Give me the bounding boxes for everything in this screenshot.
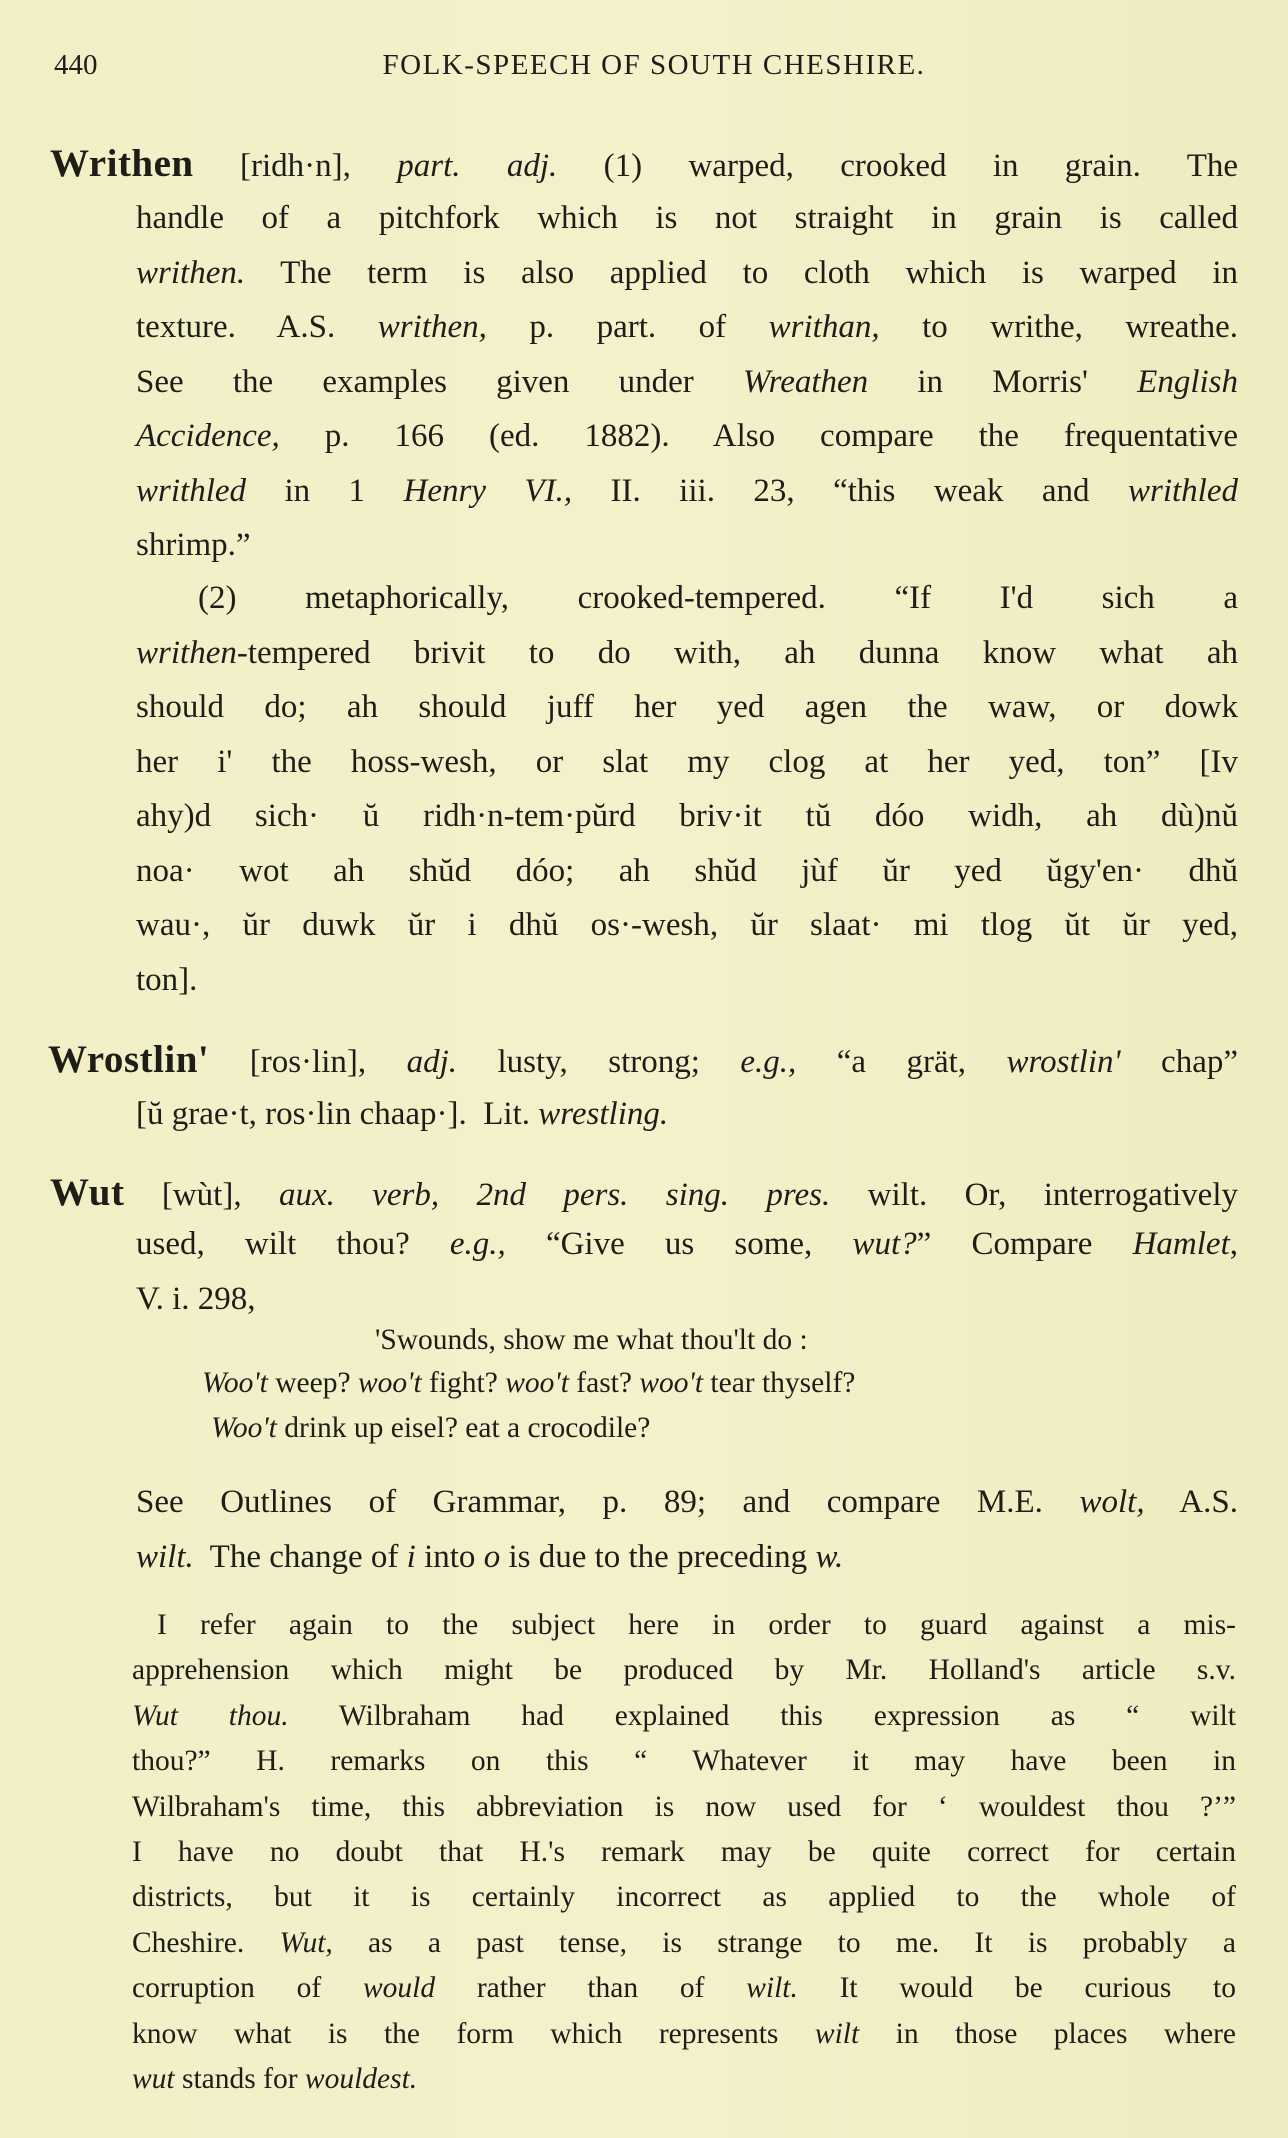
text-segment: shrimp.” <box>136 527 251 563</box>
text-segment: drink up eisel? eat a crocodile? <box>276 1412 651 1444</box>
italic-text: writhen- <box>136 635 248 671</box>
italic-text: o <box>483 1539 501 1575</box>
italic-text: Wreathen <box>742 364 869 400</box>
text-line <box>132 1966 1236 2010</box>
italic-text: i <box>406 1539 416 1575</box>
text-line <box>48 1035 1238 1085</box>
headword: Wrostlin' <box>48 1038 210 1081</box>
text-segment: (1) warped, crooked in grain. The <box>557 148 1238 184</box>
text-line <box>132 2057 1236 2101</box>
text-line <box>50 139 1238 189</box>
text-line <box>132 1785 1236 1829</box>
text-segment: fight? <box>421 1367 506 1399</box>
text-line <box>132 1830 1236 1874</box>
text-segment: “a grät, <box>796 1044 1007 1080</box>
text-line <box>136 1274 1238 1324</box>
italic-text: woo't <box>357 1367 422 1399</box>
text-segment: lusty, strong; <box>457 1044 741 1080</box>
text-line <box>136 302 1238 352</box>
italic-text: writhan, <box>768 309 880 345</box>
italic-text: wilt <box>814 2018 860 2050</box>
italic-text: Wut thou. <box>132 1700 289 1732</box>
italic-text: writhen. <box>136 255 246 291</box>
text-line <box>136 1532 1238 1582</box>
italic-text: Woo't <box>202 1367 268 1399</box>
italic-text: w. <box>815 1539 844 1575</box>
text-line <box>136 1219 1238 1269</box>
text-segment: in those places where <box>859 2018 1236 2050</box>
text-segment: stands for <box>174 2063 305 2095</box>
text-segment: See the examples given under <box>136 364 743 400</box>
italic-text: wilt. <box>136 1539 194 1575</box>
text-line <box>132 1875 1236 1919</box>
text-line <box>132 1921 1236 1965</box>
italic-text: woo't <box>505 1367 569 1399</box>
text-line <box>132 1694 1236 1738</box>
italic-text: wouldest. <box>304 2063 418 2095</box>
text-segment: as a past tense, is strange to me. It is probably a <box>332 1927 1236 1959</box>
text-segment: districts, but it is certainly incorrect as applied to the whole of <box>132 1881 1236 1913</box>
text-segment: in 1 <box>246 473 404 509</box>
text-line <box>136 791 1238 841</box>
text-segment: corruption of <box>132 1972 363 2004</box>
text-segment: [ŭ grae·t, ros·lin chaap·]. Lit. <box>136 1096 539 1132</box>
text-line <box>136 737 1238 787</box>
text-segment: apprehension which might be produced by Mr. Holland's article s.v. <box>132 1654 1236 1686</box>
text-line <box>136 193 1238 243</box>
text-segment: (2) metaphorically, crooked-tempered. “If I'd sich a <box>198 580 1238 616</box>
italic-text: wolt, <box>1079 1484 1145 1520</box>
italic-text: writhled <box>136 473 247 509</box>
text-segment: I have no doubt that H.'s remark may be quite correct for certain <box>132 1836 1236 1868</box>
text-segment: , <box>1229 1226 1238 1262</box>
text-line <box>211 1406 1238 1450</box>
text-line <box>136 682 1238 732</box>
italic-text: e.g., <box>449 1226 506 1262</box>
text-segment: rather than of <box>435 1972 747 2004</box>
text-segment: is due to the preceding <box>500 1539 816 1575</box>
italic-text: writhen, <box>377 309 487 345</box>
text-segment: handle of a pitchfork which is not straight in grain is called <box>136 200 1238 236</box>
text-segment: Wilbraham had explained this expression as “ wilt <box>288 1700 1237 1732</box>
text-line <box>375 1318 1238 1362</box>
italic-text: wrostlin' <box>1006 1044 1121 1080</box>
text-segment: ahy)d sich· ŭ ridh·n-tem·pŭrd briv·it tŭ dóo widh, ah dù)nŭ <box>136 798 1238 834</box>
italic-text: wut <box>132 2063 175 2095</box>
italic-text: part. adj. <box>397 148 558 184</box>
italic-text: woo't <box>639 1367 704 1399</box>
italic-text: English <box>1137 364 1238 400</box>
page-number: 440 <box>54 49 98 81</box>
text-segment: tear thyself? <box>703 1367 856 1399</box>
text-segment: into <box>415 1539 484 1575</box>
text-segment: Wilbraham's time, this abbreviation is now used for ‘ wouldest thou ?’” <box>132 1791 1236 1823</box>
text-segment: The term is also applied to cloth which is warped in <box>245 255 1238 291</box>
italic-text: Henry VI., <box>403 473 573 509</box>
italic-text: writhled <box>1127 473 1238 509</box>
text-segment: See Outlines of Grammar, p. 89; and compare M.E. <box>136 1484 1080 1520</box>
text-segment: II. iii. 23, “this weak and <box>572 473 1128 509</box>
text-segment: used, wilt thou? <box>136 1226 450 1262</box>
text-line <box>136 248 1238 298</box>
text-line <box>198 573 1238 623</box>
text-line <box>136 466 1238 516</box>
text-segment: The change of <box>193 1539 407 1575</box>
text-segment: wilt. Or, interrogatively <box>830 1177 1238 1213</box>
text-segment: A.S. <box>1144 1484 1238 1520</box>
text-segment: texture. A.S. <box>136 309 378 345</box>
text-line <box>50 1168 1238 1218</box>
italic-text: Wut, <box>279 1927 333 1959</box>
text-segment: [ridh·n], <box>193 148 398 184</box>
text-line <box>136 1089 1238 1139</box>
text-segment: weep? <box>267 1367 358 1399</box>
text-line <box>132 2012 1236 2056</box>
text-segment: 'Swounds, show me what thou'lt do : <box>375 1324 808 1356</box>
italic-text: would <box>362 1972 436 2004</box>
text-segment: “Give us some, <box>505 1226 853 1262</box>
text-line <box>132 1739 1236 1783</box>
italic-text: wrestling. <box>538 1096 669 1132</box>
text-line <box>136 411 1238 461</box>
text-segment: thou?” H. remarks on this “ Whatever it may have been in <box>132 1745 1236 1777</box>
italic-text: wut? <box>852 1226 917 1262</box>
text-segment: V. i. 298, <box>136 1281 256 1317</box>
text-line <box>136 955 1238 1005</box>
text-segment: It would be curious to <box>797 1972 1236 2004</box>
text-segment: I refer again to the subject here in order to guard against a mis- <box>157 1609 1236 1641</box>
text-line <box>136 1477 1238 1527</box>
text-segment: in Morris' <box>868 364 1138 400</box>
text-segment: know what is the form which represents <box>132 2018 815 2050</box>
text-line <box>136 357 1238 407</box>
running-title: FOLK-SPEECH OF SOUTH CHESHIRE. <box>382 49 926 81</box>
text-line <box>132 1648 1236 1692</box>
text-segment: [wùt], <box>124 1177 279 1213</box>
headword: Wut <box>50 1171 125 1214</box>
italic-text: e.g., <box>740 1044 797 1080</box>
italic-text: Woo't <box>211 1412 277 1444</box>
text-segment: [ros·lin], <box>209 1044 407 1080</box>
text-segment: should do; ah should juff her yed agen the waw, or dowk <box>136 689 1238 725</box>
italic-text: wilt. <box>746 1972 798 2004</box>
text-segment: noa· wot ah shŭd dóo; ah shŭd jùf ŭr yed ŭgy'en· dhŭ <box>136 853 1238 889</box>
text-segment: tempered brivit to do with, ah dunna know what ah <box>247 635 1238 671</box>
text-segment: fast? <box>568 1367 640 1399</box>
text-line <box>136 900 1238 950</box>
text-line <box>136 628 1238 678</box>
text-segment: ” Compare <box>916 1226 1133 1262</box>
text-segment: chap” <box>1120 1044 1238 1080</box>
text-line <box>202 1361 1238 1405</box>
text-segment: Cheshire. <box>132 1927 280 1959</box>
text-segment: ton]. <box>136 962 198 998</box>
italic-text: Accidence, <box>136 418 280 454</box>
headword: Writhen <box>50 142 194 185</box>
italic-text: Hamlet <box>1132 1226 1230 1262</box>
text-segment: wau·, ŭr duwk ŭr i dhŭ os·-wesh, ŭr slaat· mi tlog ŭt ŭr yed, <box>136 907 1238 943</box>
text-segment: p. 166 (ed. 1882). Also compare the frequentative <box>279 418 1238 454</box>
text-line <box>136 846 1238 896</box>
text-segment: to writhe, wreathe. <box>879 309 1239 345</box>
text-segment: her i' the hoss-wesh, or slat my clog at her yed, ton” [Iv <box>136 744 1238 780</box>
italic-text: aux. verb, 2nd pers. sing. pres. <box>278 1177 831 1213</box>
text-segment: p. part. of <box>486 309 769 345</box>
text-line <box>157 1603 1236 1647</box>
italic-text: adj. <box>406 1044 458 1080</box>
text-line <box>136 520 1238 570</box>
